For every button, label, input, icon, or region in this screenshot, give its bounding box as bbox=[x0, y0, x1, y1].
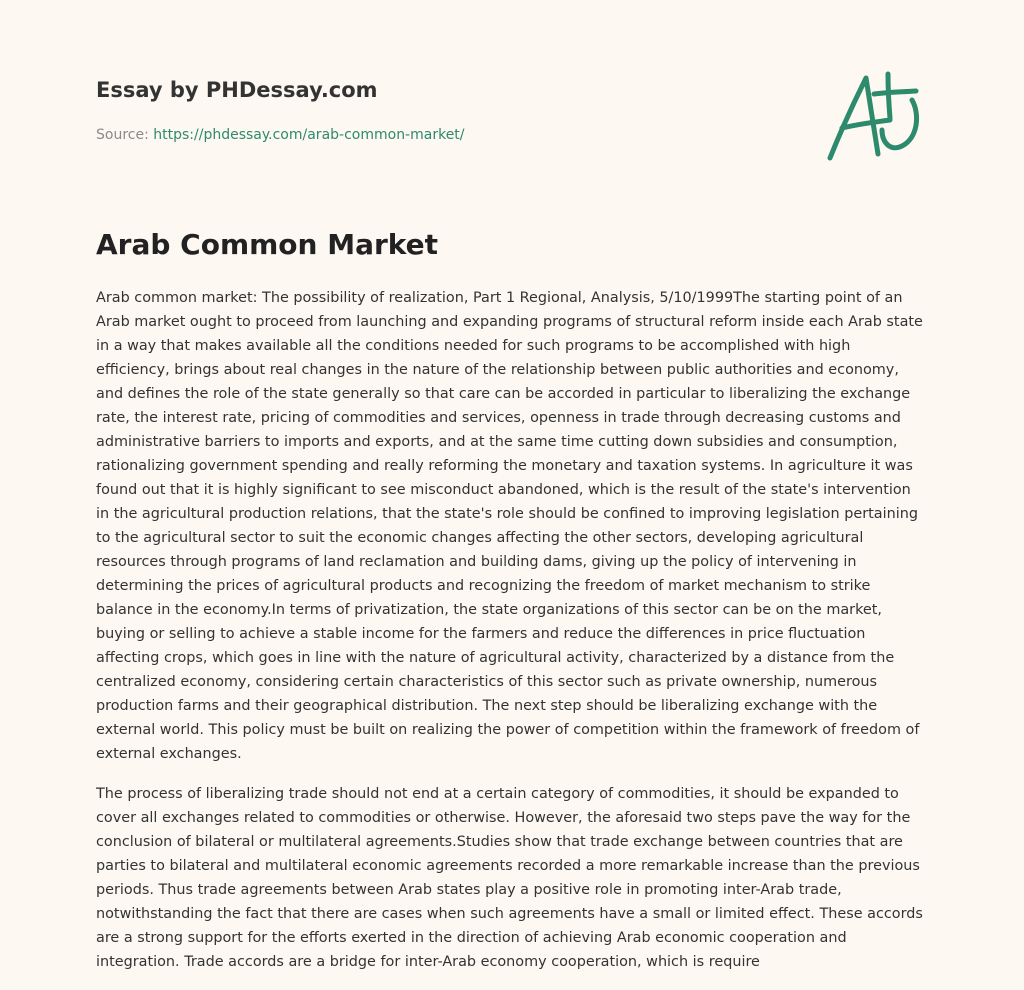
plus-horizontal-stroke bbox=[874, 91, 916, 94]
article-paragraph: The process of liberalizing trade should not end at a certain category of commodities, it should be expanded to cover all exchanges related to commodities or otherwise. However, the aforesaid two steps pave the way for the conclusion of bilateral or multilateral agreements.Studies show that trade exchange between countries that are parties to bilateral and multilateral economic agreements recorded a more remarkable increase than the previous periods. Thus trade agreements between Arab states play a positive role in promoting inter-Arab trade, notwithstanding the fact that there are cases when such agreements have a small or limited effect. These accords are a strong support for the efforts exerted in the direction of achieving Arab economic cooperation and integration. Trade accords are a bridge for inter-Arab economy cooperation, which is require bbox=[96, 786, 923, 970]
source-link[interactable]: https://phdessay.com/arab-common-market/ bbox=[153, 127, 465, 143]
letter-a-stroke bbox=[830, 78, 878, 158]
site-header bbox=[96, 76, 465, 145]
letter-a-crossbar bbox=[842, 120, 890, 128]
article-paragraph: Arab common market: The possibility of realization, Part 1 Regional, Analysis, 5/10/1999The starting point of an Arab market ought to proceed from launching and expanding programs of structural reform inside each Arab state in a way that makes available all the conditions needed for such programs to be accomplished with high efficiency, brings about real changes in the nature of the relationship between public authorities and economy, and defines the role of the state generally so that care can be accorded in particular to liberalizing the exchange rate, the interest rate, pricing of commodities and services, openness in trade through decreasing customs and administrative barriers to imports and exports, and at the same time cutting down subsidies and consumption, rationalizing government spending and really reforming the monetary and taxation systems. In agriculture it was found out that it is highly significant to see misconduct abandoned, which is the result of the state's intervention in the agricultural production relations, that the state's role should be confined to improving legislation pertaining to the agricultural sector to suit the economic changes affecting the other sectors, developing agricultural resources through programs of land reclamation and building dams, giving up the policy of intervening in determining the prices of agricultural products and recognizing the freedom of market mechanism to strike balance in the economy.In terms of privatization, the state organizations of this sector can be on the market, buying or selling to achieve a stable income for the farmers and reduce the differences in price fluctuation affecting crops, which goes in line with the nature of agricultural activity, characterized by a distance from the centralized economy, considering certain characteristics of this sector such as private ownership, numerous production farms and their geographical distribution. The next step should be liberalizing exchange with the external world. This policy must be built on realizing the power of competition within the framework of freedom of external exchanges. bbox=[96, 290, 923, 762]
a-plus-logo-icon bbox=[820, 66, 930, 166]
article-body bbox=[96, 286, 928, 990]
source-label: Source: bbox=[96, 127, 149, 143]
brand-name: Essay by PHDessay.com bbox=[96, 78, 378, 102]
plus-vertical-stroke bbox=[888, 74, 890, 118]
source-line bbox=[96, 125, 465, 145]
page-title: Arab Common Market bbox=[96, 228, 439, 261]
